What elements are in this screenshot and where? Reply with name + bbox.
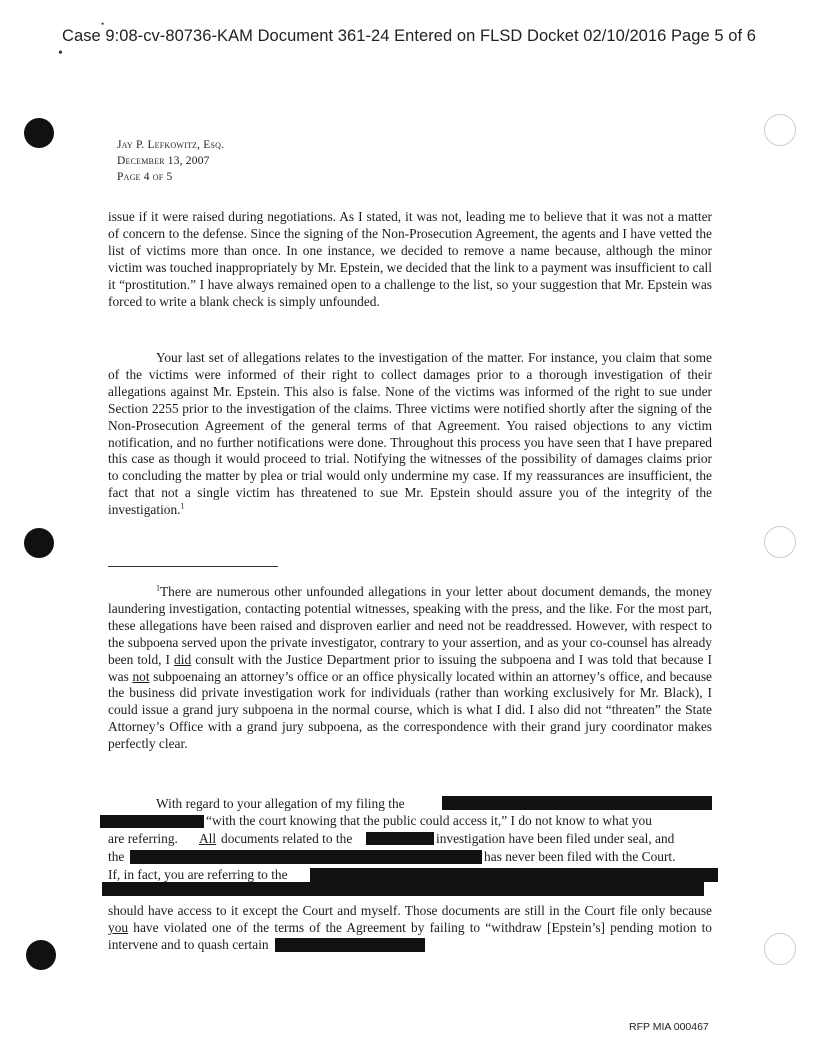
redacted-line-5-text: If, in fact, you are referring to the: [108, 867, 288, 882]
hole-shadow-middle: [764, 526, 796, 558]
paragraph-vetting: issue if it were raised during negotiations. As I stated, it was not, leading me to believe that it was not a matter of concern to the defense. Since the signing of the Non-Prosecution Agreement, the agents and I have vetted the list of victims more than once. In one instance, we decided to remove a name because, although the minor victim was touched inappropriately by Mr. Epstein, we decided that the link to a payment was insufficient to call it “prostitution.” I have always remained open to a challenge to the list, so your suggestion that Mr. Epstein was forced to write a blank check is simply unfounded.: [108, 209, 712, 309]
redacted-line-4-text-a: the: [108, 849, 125, 864]
case-header: Case 9:08-cv-80736-KAM Document 361-24 Entered on FLSD Docket 02/10/2016 Page 5 of 6: [62, 27, 756, 45]
paragraph-court-file: [108, 903, 712, 954]
redaction-bar: [100, 815, 204, 828]
redaction-bar: [310, 868, 718, 882]
footnote-number: 1: [156, 583, 160, 593]
redacted-line-3-text-a: are referring.: [108, 831, 178, 846]
redacted-line-3-all: All: [199, 831, 217, 846]
redacted-line-3: [108, 830, 718, 847]
bates-number: RFP MIA 000467: [629, 1021, 709, 1033]
redacted-line-1-text: With regard to your allegation of my filing the: [156, 796, 405, 811]
redaction-bar: [442, 796, 712, 810]
closing-you: you: [108, 919, 129, 935]
closing-text-2: have violated one of the terms of the Agreement by failing to “withdraw [Epstein’s] pending motion to intervene and to quash certain: [108, 919, 712, 952]
redaction-bar-full-line: [102, 882, 704, 896]
addressee-block: [117, 137, 224, 185]
closing-text-1: should have access to it except the Court and myself. Those documents are still in the Court file only because: [108, 903, 712, 918]
letter-date: December 13, 2007: [117, 155, 210, 167]
punch-hole-top: [24, 118, 54, 148]
redacted-line-1: [108, 795, 718, 812]
redaction-bar: [275, 938, 425, 952]
redacted-line-4: [108, 848, 718, 865]
hole-shadow-top: [764, 114, 796, 146]
punch-hole-bottom: [26, 940, 56, 970]
addressee-name: Jay P. Lefkowitz, Esq.: [117, 139, 225, 151]
footnote-text-1: There are numerous other unfounded allegations in your letter about document demands, the money laundering investigation, contacting potential witnesses, speaking with the press, and the like. For the most part, these allegations have been raised and disproven earlier and need not be readdressed. However, with respect to the subpoena served upon the private investigator, contrary to your assertion, and as your co-counsel has already been told, I: [108, 584, 712, 667]
redaction-bar: [130, 850, 482, 864]
scan-speck: •: [58, 46, 63, 61]
footnote-not: not: [132, 668, 150, 684]
footnote-divider: [108, 566, 278, 567]
footnote-text-3: subpoenaing an attorney’s office or an office physically located within an attorney’s office, and because the business did private investigation work for individuals (rather than working exclusively for Mr. Black), I could issue a grand jury subpoena in the normal course, which is what I did. I also did not “threaten” the State Attorney’s Office with a grand jury subpoena, as the correspondence with their grand jury coordinator makes perfectly clear.: [108, 668, 712, 752]
footnote-text-2: consult with the Justice Department prior to issuing the subpoena and I was told that because I was: [108, 651, 712, 684]
redacted-line-4-text-b: has never been filed with the Court.: [484, 849, 676, 864]
paragraph-investigation-text: Your last set of allegations relates to the investigation of the matter. For instance, you claim that some of the victims were informed of their right to collect damages prior to a thorough investigation of their allegations against Mr. Epstein. This also is false. None of the victims was informed of the right to sue under Section 2255 prior to the investigation of the claims. Three victims were notified shortly after the signing of the Non-Prosecution Agreement of the general terms of that Agreement. You raised objections to any victim notification, and no further notifications were done. Throughout this process you have seen that I have prepared this case as though it would proceed to trial. Notifying the witnesses of the possibility of damages claims prior to concluding the matter by plea or trial would only undermine my case. If my reassurances are insufficient, the fact that not a single victim has threatened to sue Mr. Epstein should assure you of the integrity of the investigation.: [108, 350, 712, 518]
page-indicator: Page 4 of 5: [117, 171, 173, 183]
redacted-line-5: [108, 866, 718, 883]
paragraph-investigation: [108, 350, 712, 519]
redacted-line-3-text-c: investigation have been filed under seal, and: [436, 831, 675, 846]
redacted-line-2-text: “with the court knowing that the public could access it,” I do not know to what you: [206, 813, 652, 828]
redaction-bar: [366, 832, 434, 845]
footnote-reference: 1: [180, 501, 185, 511]
punch-hole-middle: [24, 528, 54, 558]
hole-shadow-bottom: [764, 933, 796, 965]
footnote-did: did: [174, 651, 192, 667]
footnote: [108, 584, 712, 753]
scan-speck: •: [101, 19, 105, 29]
redacted-line-2: [108, 812, 718, 829]
redacted-line-3-text-b: documents related to the: [221, 831, 353, 846]
